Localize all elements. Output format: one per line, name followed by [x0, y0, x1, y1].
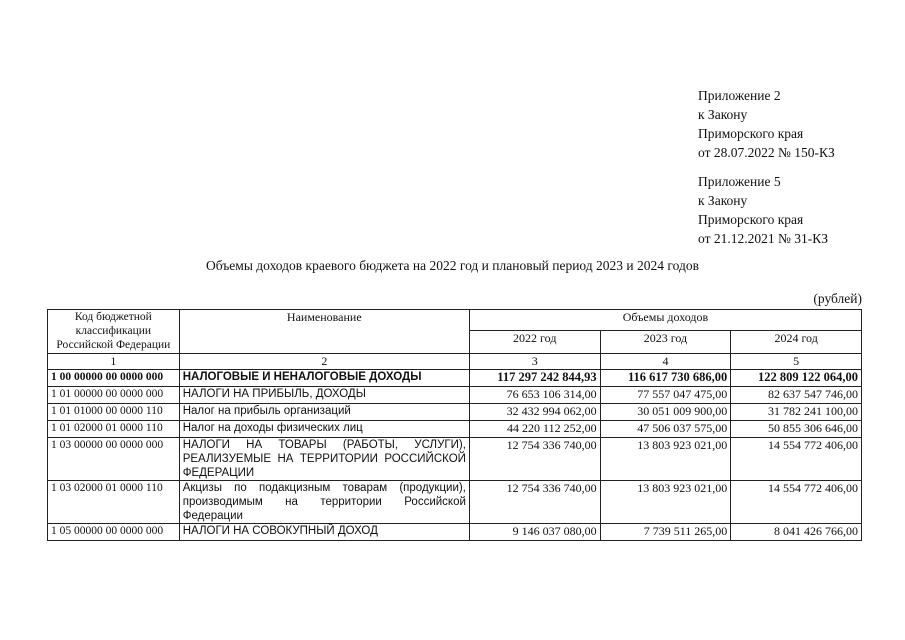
row-name: НАЛОГИ НА ПРИБЫЛЬ, ДОХОДЫ [179, 387, 469, 404]
row-value-2024: 14 554 772 406,00 [731, 481, 862, 524]
header-year-2022: 2022 год [469, 331, 600, 354]
row-code: 1 03 02000 01 0000 110 [48, 481, 180, 524]
row-value-2024: 8 041 426 766,00 [731, 524, 862, 541]
row-value-2022: 12 754 336 740,00 [469, 481, 600, 524]
row-value-2023: 13 803 923 021,00 [600, 438, 731, 481]
appendix-line: Приморского края [698, 126, 804, 141]
header-row [48, 310, 862, 331]
table-row [48, 481, 862, 524]
row-value-2023: 47 506 037 575,00 [600, 421, 731, 438]
row-value-2024: 82 637 547 746,00 [731, 387, 862, 404]
row-value-2024: 14 554 772 406,00 [731, 438, 862, 481]
row-value-2024: 50 855 306 646,00 [731, 421, 862, 438]
column-number: 5 [731, 354, 862, 370]
row-name: Налог на доходы физических лиц [179, 421, 469, 438]
appendix-line: Приморского края [698, 212, 804, 227]
row-code: 1 01 00000 00 0000 000 [48, 387, 180, 404]
row-value-2022: 44 220 112 252,00 [469, 421, 600, 438]
appendix-2-header [698, 86, 835, 162]
header-code: Код бюджетной классификации Российской Федерации [48, 310, 180, 354]
row-value-2022: 76 653 106 314,00 [469, 387, 600, 404]
row-code: 1 03 00000 00 0000 000 [48, 438, 180, 481]
table-row [48, 387, 862, 404]
row-value-2022: 32 432 994 062,00 [469, 404, 600, 421]
row-value-2023: 30 051 009 900,00 [600, 404, 731, 421]
table-row [48, 438, 862, 481]
row-value-2024: 122 809 122 064,00 [731, 370, 862, 387]
table-row [48, 421, 862, 438]
document-title: Объемы доходов краевого бюджета на 2022 год и плановый период 2023 и 2024 годов [206, 258, 699, 273]
header-name: Наименование [179, 310, 469, 354]
column-number: 4 [600, 354, 731, 370]
column-number: 1 [48, 354, 180, 370]
table-row [48, 370, 862, 387]
row-code: 1 01 01000 00 0000 110 [48, 404, 180, 421]
row-value-2022: 9 146 037 080,00 [469, 524, 600, 541]
row-name: Акцизы по подакцизным товарам (продукции), производимым на территории Российской Федерации [179, 481, 469, 524]
row-value-2024: 31 782 241 100,00 [731, 404, 862, 421]
appendix-line: к Закону [698, 193, 748, 208]
column-number: 2 [179, 354, 469, 370]
appendix-line: Приложение 2 [698, 88, 781, 103]
budget-table [47, 309, 862, 541]
row-code: 1 05 00000 00 0000 000 [48, 524, 180, 541]
row-value-2023: 77 557 047 475,00 [600, 387, 731, 404]
row-name: НАЛОГИ НА СОВОКУПНЫЙ ДОХОД [179, 524, 469, 541]
appendix-line: от 28.07.2022 № 150-КЗ [698, 145, 835, 160]
appendix-line: от 21.12.2021 № 31-КЗ [698, 231, 828, 246]
table-row [48, 404, 862, 421]
appendix-line: Приложение 5 [698, 174, 781, 189]
row-name: НАЛОГИ НА ТОВАРЫ (РАБОТЫ, УСЛУГИ), РЕАЛИЗУЕМЫЕ НА ТЕРРИТОРИИ РОССИЙСКОЙ ФЕДЕРАЦИИ [179, 438, 469, 481]
column-number: 3 [469, 354, 600, 370]
row-value-2022: 117 297 242 844,93 [469, 370, 600, 387]
table-row [48, 524, 862, 541]
column-number-row [48, 354, 862, 370]
row-value-2023: 116 617 730 686,00 [600, 370, 731, 387]
row-value-2023: 7 739 511 265,00 [600, 524, 731, 541]
appendix-line: к Закону [698, 107, 748, 122]
units-label: (рублей) [813, 291, 862, 306]
header-volumes: Объемы доходов [469, 310, 861, 331]
row-code: 1 00 00000 00 0000 000 [48, 370, 180, 387]
header-year-2023: 2023 год [600, 331, 731, 354]
row-name: Налог на прибыль организаций [179, 404, 469, 421]
row-name: НАЛОГОВЫЕ И НЕНАЛОГОВЫЕ ДОХОДЫ [179, 370, 469, 387]
row-value-2023: 13 803 923 021,00 [600, 481, 731, 524]
row-value-2022: 12 754 336 740,00 [469, 438, 600, 481]
header-year-2024: 2024 год [731, 331, 862, 354]
appendix-5-header [698, 172, 828, 248]
row-code: 1 01 02000 01 0000 110 [48, 421, 180, 438]
